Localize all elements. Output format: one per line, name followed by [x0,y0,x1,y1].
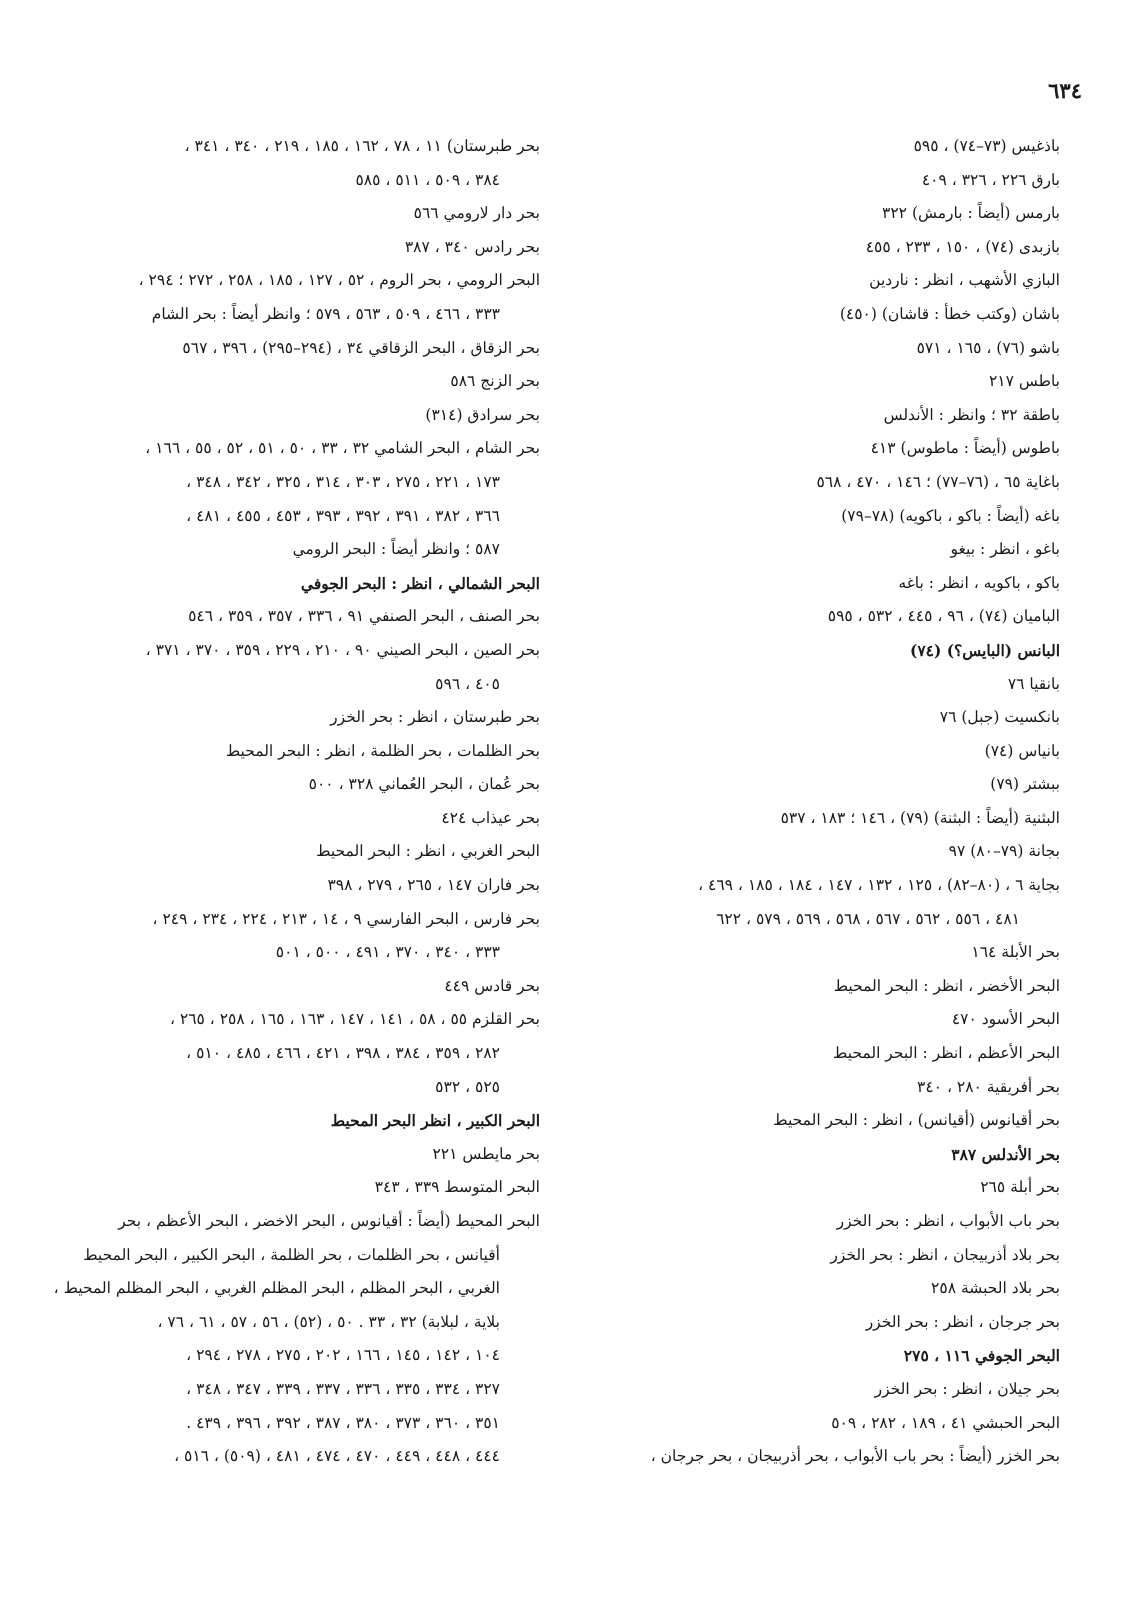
index-entry: بحر أفريقية ٢٨٠ ، ٣٤٠ [917,1077,1060,1096]
index-entry: باكو ، باكويه ، انظر : باغه [898,573,1060,592]
index-entry-continuation: ٣٣٣ ، ٤٦٦ ، ٥٠٩ ، ٥٦٣ ، ٥٧٩ ؛ وانظر أيضاً : بحر الشام [151,304,500,323]
index-entry: بحر عيذاب ٤٢٤ [441,808,540,827]
index-entry: بحر جرجان ، انظر : بحر الخزر [865,1312,1060,1331]
index-entry-continuation: أقيانس ، بحر الظلمات ، بحر الظلمة ، البحر الكبير ، البحر المحيط [83,1245,500,1264]
index-entry: بحر الأبلة ١٦٤ [971,943,1060,962]
index-entry-continuation: ٣٢٧ ، ٣٣٤ ، ٣٣٥ ، ٣٣٦ ، ٣٣٧ ، ٣٣٩ ، ٣٤٧ ، ٣٤٨ ، [186,1379,500,1398]
index-entry: الباميان (٧٤) ، ٩٦ ، ٤٤٥ ، ٥٣٢ ، ٥٩٥ [827,607,1060,626]
index-entry: بحر الزقاق ، البحر الزقاقي ٣٤ ، (٢٩٤–٢٩٥) ، ٣٩٦ ، ٥٦٧ [182,338,540,357]
page-number: ٦٣٤ [1048,78,1082,103]
index-entry: البحر المتوسط ٣٣٩ ، ٣٤٣ [374,1178,540,1197]
index-entry: باطقة ٣٢ ؛ وانظر : الأندلس [883,405,1060,424]
index-entry: بحر فاران ١٤٧ ، ٢٦٥ ، ٢٧٩ ، ٣٩٨ [327,876,540,895]
index-entry: بحر دار لارومي ٥٦٦ [413,204,540,223]
index-entry: بحر الزنج ٥٨٦ [450,372,540,391]
index-entry-continuation: بلاية ، لبلابة) ٣٢ ، ٣٣ . ٥٠ ، (٥٢) ، ٥٦ ، ٥٧ ، ٦١ ، ٧٦ ، [157,1312,500,1331]
index-entry: باطس ٢١٧ [988,372,1060,391]
index-entry: البحر الشمالي ، انظر : البحر الجوفي [300,573,540,593]
index-entry: بجاية ٦ ، (٨٠–٨٢) ، ١٢٥ ، ١٣٢ ، ١٤٧ ، ١٨٤ ، ١٨٥ ، ٤٦٩ ، [698,876,1060,895]
index-column-right [570,130,1060,1474]
index-entry: البازي الأشهب ، انظر : ناردين [869,271,1060,290]
index-entry: باغه (أيضاً : باكو ، باكويه) (٧٨–٧٩) [841,506,1060,525]
index-entry: بحر باب الأبواب ، انظر : بحر الخزر [836,1212,1060,1230]
index-entry-continuation: ٤٤٤ ، ٤٤٨ ، ٤٤٩ ، ٤٧٠ ، ٤٧٤ ، ٤٨١ ، (٥٠٩) ، ٥١٦ ، [174,1447,500,1466]
index-entry: بحر طبرستان) ١١ ، ٧٨ ، ١٦٢ ، ١٨٥ ، ٢١٩ ، ٣٤٠ ، ٣٤١ ، [184,137,540,155]
index-entry-continuation: الغربي ، البحر المظلم ، البحر المظلم الغربي ، البحر المظلم المحيط ، [53,1279,500,1298]
index-entry-continuation: ٥٢٥ ، ٥٣٢ [435,1077,500,1096]
index-entry: بارمس (أيضاً : بارمش) ٣٢٢ [882,204,1060,223]
index-entry: باغو ، انظر : بيغو [950,540,1060,559]
index-entry: بحر الشام ، البحر الشامي ٣٢ ، ٣٣ ، ٥٠ ، ٥١ ، ٥٢ ، ٥٥ ، ١٦٦ ، [145,439,540,458]
index-entry-continuation: ٢٨٢ ، ٣٥٩ ، ٣٨٤ ، ٣٩٨ ، ٤٢١ ، ٤٦٦ ، ٤٨٥ ، ٥١٠ ، [186,1044,500,1063]
index-entry: بحر سرادق (٣١٤) [425,405,540,424]
index-entry: بجانة (٧٩–٨٠) ٩٧ [948,842,1060,861]
index-entry-continuation: ١٧٣ ، ٢٢١ ، ٢٧٥ ، ٣٠٣ ، ٣١٤ ، ٣٢٥ ، ٣٤٢ ، ٣٤٨ ، [186,472,500,491]
index-entry-continuation: ٥٨٧ ؛ وانظر أيضاً : البحر الرومي [292,540,500,559]
index-entry: البحر الكبير ، انظر البحر المحيط [330,1111,540,1131]
index-entry: بارق ٢٢٦ ، ٣٢٦ ، ٤٠٩ [921,170,1060,189]
index-entry: بانكسيت (جبل) ٧٦ [939,708,1060,727]
index-entry: البحر الرومي ، بحر الروم ، ٥٢ ، ١٢٧ ، ١٨٥ ، ٢٥٨ ، ٢٧٢ ؛ ٢٩٤ ، [138,271,540,290]
index-entry: بحر أبلة ٢٦٥ [980,1178,1060,1197]
index-column-left [50,130,540,1474]
index-entry: البحر المحيط (أيضاً : أقيانوس ، البحر الاخضر ، البحر الأعظم ، بحر [118,1212,540,1230]
index-entry: باشو (٧٦) ، ١٦٥ ، ٥٧١ [916,338,1060,357]
index-entry: البحر الأسود ٤٧٠ [951,1010,1060,1029]
index-entry: بحر الظلمات ، بحر الظلمة ، انظر : البحر المحيط [225,741,540,760]
index-entry-continuation: ٣٥١ ، ٣٦٠ ، ٣٧٣ ، ٣٨٠ ، ٣٨٧ ، ٣٩٢ ، ٣٩٦ ، ٤٣٩ . [186,1413,500,1432]
index-entry: باذغيس (٧٣–٧٤) ، ٥٩٥ [913,137,1060,155]
index-entry: البحر الجوفي ١١٦ ، ٢٧٥ [903,1346,1060,1366]
index-entry-continuation: ٣٦٦ ، ٣٨٢ ، ٣٩١ ، ٣٩٢ ، ٣٩٣ ، ٤٥٣ ، ٤٥٥ ، ٤٨١ ، [186,506,500,525]
index-entry: بحر عُمان ، البحر العُماني ٣٢٨ ، ٥٠٠ [308,775,540,794]
index-entry: بحر بلاد الحبشة ٢٥٨ [931,1279,1060,1298]
index-entry-continuation: ٣٣٣ ، ٣٤٠ ، ٣٧٠ ، ٤٩١ ، ٥٠٠ ، ٥٠١ [275,943,500,962]
index-entry: بانقيا ٧٦ [1007,674,1060,693]
index-entry: باشان (وكتب خطأ : قاشان) (٤٥٠) [839,304,1060,323]
index-entry: بحر رادس ٣٤٠ ، ٣٨٧ [404,237,540,256]
index-entry: البحر الحبشي ٤١ ، ١٨٩ ، ٢٨٢ ، ٥٠٩ [831,1413,1060,1432]
index-entry: بحر الصنف ، البحر الصنفي ٩١ ، ٣٣٦ ، ٣٥٧ ، ٣٥٩ ، ٥٤٦ [188,607,540,626]
index-entry: بحر طبرستان ، انظر : بحر الخزر [330,708,540,727]
index-entry: بحر جيلان ، انظر : بحر الخزر [874,1379,1060,1398]
index-entry: البحر الأخضر ، انظر : البحر المحيط [833,976,1060,995]
index-entry: بحر فارس ، البحر الفارسي ٩ ، ١٤ ، ٢١٣ ، ٢٢٤ ، ٢٣٤ ، ٢٤٩ ، [152,909,540,928]
index-entry: بحر الأندلس ٣٨٧ [951,1144,1060,1164]
index-entry: بازبدى (٧٤) ، ١٥٠ ، ٢٣٣ ، ٤٥٥ [865,237,1060,256]
index-entry: بحر قادس ٤٤٩ [444,976,540,995]
index-entry: بحر بلاد أذربيجان ، انظر : بحر الخزر [830,1245,1060,1264]
index-entry: البثنية (أيضاً : البثنة) (٧٩) ، ١٤٦ ؛ ١٨٣ ، ٥٣٧ [780,808,1060,827]
index-entry: باغاية ٦٥ ، (٧٦–٧٧) ؛ ١٤٦ ، ٤٧٠ ، ٥٦٨ [816,472,1060,491]
index-entry: بحر الصين ، البحر الصيني ٩٠ ، ٢١٠ ، ٢٢٩ ، ٣٥٩ ، ٣٧٠ ، ٣٧١ ، [145,640,540,659]
index-entry: البحر الغربي ، انظر : البحر المحيط [316,842,540,861]
index-entry-continuation: ٤٨١ ، ٥٥٦ ، ٥٦٢ ، ٥٦٧ ، ٥٦٨ ، ٥٦٩ ، ٥٧٩ ، ٦٢٢ [716,909,1020,928]
index-entry-continuation: ٣٨٤ ، ٥٠٩ ، ٥١١ ، ٥٨٥ [355,170,500,189]
index-entry: البحر الأعظم ، انظر : البحر المحيط [832,1044,1060,1063]
index-entry: بانياس (٧٤) [984,741,1060,760]
index-entry: البانس (البايس؟) (٧٤) [909,640,1060,660]
index-entry: بحر الخزر (أيضاً : بحر باب الأبواب ، بحر أذربيجان ، بحر جرجان ، [650,1447,1060,1466]
index-entry: بحر القلزم ٥٥ ، ٥٨ ، ١٤١ ، ١٤٧ ، ١٦٣ ، ١٦٥ ، ٢٥٨ ، ٢٦٥ ، [169,1010,540,1029]
index-entry: بحر أقيانوس (أقيانس) ، انظر : البحر المحيط [773,1111,1060,1130]
index-entry-continuation: ٤٠٥ ، ٥٩٦ [435,674,500,693]
index-entry: بحر مايطس ٢٢١ [432,1144,540,1163]
index-entry: ببشتر (٧٩) [990,775,1060,794]
index-entry-continuation: ١٠٤ ، ١٤٢ ، ١٤٥ ، ١٦٦ ، ٢٠٢ ، ٢٧٥ ، ٢٧٨ ، ٢٩٤ ، [186,1346,500,1365]
index-entry: باطوس (أيضاً : ماطوس) ٤١٣ [870,439,1060,458]
